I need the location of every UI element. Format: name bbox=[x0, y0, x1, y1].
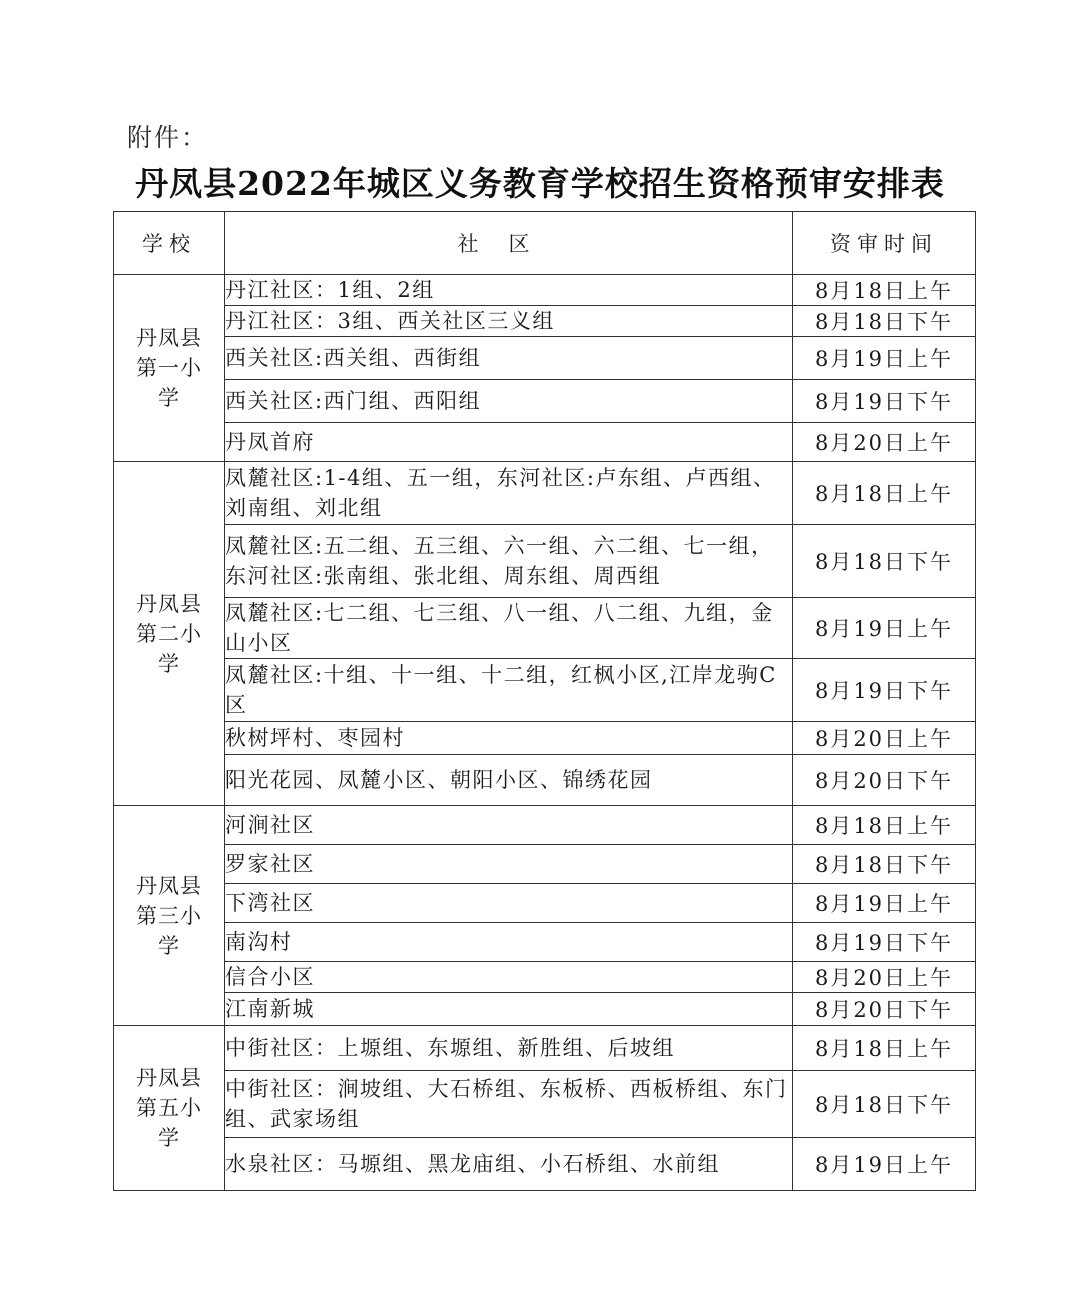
table-row bbox=[114, 598, 976, 659]
review-time-cell: 8月18日上午 bbox=[793, 462, 976, 525]
school-name-line: 学 bbox=[158, 651, 180, 676]
review-time-cell: 8月20日上午 bbox=[793, 423, 976, 462]
school-name-line: 第二小 bbox=[136, 621, 202, 646]
review-time-cell: 8月19日上午 bbox=[793, 598, 976, 659]
review-time-cell: 8月18日上午 bbox=[793, 1026, 976, 1071]
table-row bbox=[114, 993, 976, 1026]
review-time-cell: 8月19日下午 bbox=[793, 923, 976, 962]
school-name-line: 第三小 bbox=[136, 903, 202, 928]
review-time-cell: 8月20日上午 bbox=[793, 962, 976, 993]
community-cell: 丹江社区：3组、西关社区三义组 bbox=[225, 306, 793, 337]
school-name-line: 丹凤县 bbox=[136, 326, 202, 350]
header-row bbox=[114, 212, 976, 275]
table-row bbox=[114, 845, 976, 884]
community-cell: 河涧社区 bbox=[225, 806, 793, 845]
school-name-line: 丹凤县 bbox=[136, 1066, 202, 1090]
community-cell: 南沟村 bbox=[225, 923, 793, 962]
community-cell: 凤麓社区:七二组、七三组、八一组、八二组、九组，金山小区 bbox=[225, 598, 793, 659]
school-name-line: 第一小 bbox=[136, 356, 202, 380]
table-row bbox=[114, 659, 976, 722]
community-cell: 西关社区:西关组、西街组 bbox=[225, 337, 793, 380]
community-cell: 丹江社区：1组、2组 bbox=[225, 275, 793, 306]
table-row bbox=[114, 1071, 976, 1138]
school-name-line: 丹凤县 bbox=[136, 591, 202, 616]
table-row bbox=[114, 275, 976, 306]
table-row bbox=[114, 1026, 976, 1071]
community-cell: 西关社区:西门组、西阳组 bbox=[225, 380, 793, 423]
table-row bbox=[114, 380, 976, 423]
community-cell: 中街社区：涧坡组、大石桥组、东板桥、西板桥组、东门组、武家场组 bbox=[225, 1071, 793, 1138]
community-cell: 凤麓社区:五二组、五三组、六一组、六二组、七一组，东河社区:张南组、张北组、周东组、周西组 bbox=[225, 525, 793, 598]
table-row bbox=[114, 755, 976, 806]
header-school: 学校 bbox=[114, 212, 225, 275]
review-time-cell: 8月18日下午 bbox=[793, 525, 976, 598]
review-time-cell: 8月18日上午 bbox=[793, 275, 976, 306]
review-time-cell: 8月18日下午 bbox=[793, 845, 976, 884]
community-cell: 凤麓社区:1-4组、五一组，东河社区:卢东组、卢西组、刘南组、刘北组 bbox=[225, 462, 793, 525]
review-time-cell: 8月19日下午 bbox=[793, 659, 976, 722]
review-time-cell: 8月19日上午 bbox=[793, 884, 976, 923]
review-time-cell: 8月19日上午 bbox=[793, 1138, 976, 1191]
review-time-cell: 8月18日上午 bbox=[793, 806, 976, 845]
community-cell: 中街社区：上塬组、东塬组、新胜组、后坡组 bbox=[225, 1026, 793, 1071]
table-row bbox=[114, 806, 976, 845]
school-name-line: 学 bbox=[158, 1126, 180, 1150]
community-cell: 丹凤首府 bbox=[225, 423, 793, 462]
table-row bbox=[114, 337, 976, 380]
community-cell: 罗家社区 bbox=[225, 845, 793, 884]
review-time-cell: 8月19日上午 bbox=[793, 337, 976, 380]
table-row bbox=[114, 423, 976, 462]
table-row bbox=[114, 962, 976, 993]
school-name-line: 丹凤县 bbox=[136, 873, 202, 898]
table-row bbox=[114, 462, 976, 525]
school-name-line: 学 bbox=[158, 933, 180, 958]
school-cell bbox=[114, 462, 225, 806]
review-time-cell: 8月18日下午 bbox=[793, 306, 976, 337]
school-cell bbox=[114, 806, 225, 1026]
header-review-time: 资审时间 bbox=[793, 212, 976, 275]
community-cell: 信合小区 bbox=[225, 962, 793, 993]
table-row bbox=[114, 525, 976, 598]
school-cell bbox=[114, 1026, 225, 1191]
community-cell: 水泉社区：马塬组、黑龙庙组、小石桥组、水前组 bbox=[225, 1138, 793, 1191]
table-row bbox=[114, 1138, 976, 1191]
table-row bbox=[114, 722, 976, 755]
school-name-line: 学 bbox=[158, 386, 180, 410]
table-row bbox=[114, 884, 976, 923]
review-time-cell: 8月19日下午 bbox=[793, 380, 976, 423]
table-row bbox=[114, 306, 976, 337]
attachment-label: 附件： bbox=[127, 123, 209, 152]
community-cell: 下湾社区 bbox=[225, 884, 793, 923]
review-time-cell: 8月18日下午 bbox=[793, 1071, 976, 1138]
community-cell: 凤麓社区:十组、十一组、十二组，红枫小区,江岸龙驹C区 bbox=[225, 659, 793, 722]
community-cell: 秋树坪村、枣园村 bbox=[225, 722, 793, 755]
schedule-table bbox=[113, 211, 976, 1191]
document-title: 丹凤县2022年城区义务教育学校招生资格预审安排表 bbox=[135, 164, 945, 203]
school-name-line: 第五小 bbox=[136, 1096, 202, 1120]
community-cell: 江南新城 bbox=[225, 993, 793, 1026]
community-cell: 阳光花园、凤麓小区、朝阳小区、锦绣花园 bbox=[225, 755, 793, 806]
table-row bbox=[114, 923, 976, 962]
review-time-cell: 8月20日上午 bbox=[793, 722, 976, 755]
header-community: 社区 bbox=[225, 212, 793, 275]
school-cell bbox=[114, 275, 225, 462]
review-time-cell: 8月20日下午 bbox=[793, 993, 976, 1026]
review-time-cell: 8月20日下午 bbox=[793, 755, 976, 806]
